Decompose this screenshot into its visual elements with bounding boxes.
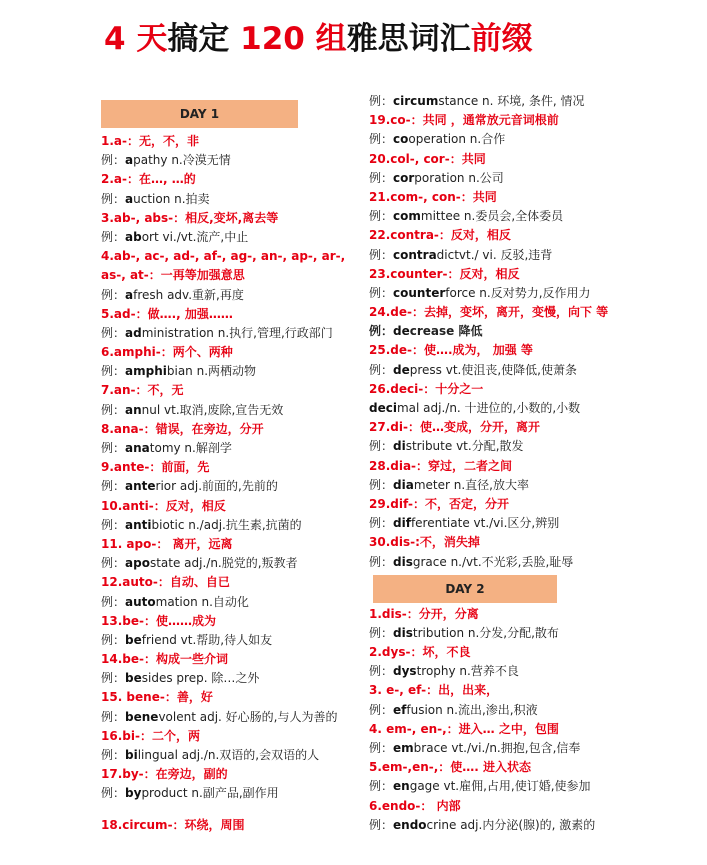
example-prefix-part: de <box>393 324 410 339</box>
prefix-heading: 27.di-：使…变成，分开，离开 <box>369 420 540 435</box>
prefix-heading: 5.em-,en-,：使…. 进入状态 <box>369 760 532 775</box>
example-word-rest: poration n.公司 <box>414 170 504 185</box>
prefix-heading: 19.co-：共同 ，通常放元音词根前 <box>369 113 559 128</box>
example-label: 例： <box>101 594 126 609</box>
example-line <box>369 476 631 495</box>
example-word-rest: pathy n.冷漠无情 <box>133 153 231 168</box>
example-word-rest: sides prep. 除…之外 <box>141 671 260 686</box>
title-part-120-groups: 120 组 <box>240 21 347 57</box>
example-prefix-part: a <box>125 153 134 168</box>
example-line <box>369 130 631 149</box>
example-line <box>369 169 631 188</box>
title-part-4-days: 4 天 <box>104 21 168 57</box>
example-prefix-part: a <box>125 191 134 206</box>
example-label: 例： <box>369 209 394 224</box>
example-word-rest: tribution n.分发,分配,散布 <box>412 625 559 640</box>
prefix-heading: 2.a-：在…, …的 <box>101 172 196 187</box>
example-prefix-part: dis <box>393 625 413 640</box>
example-line <box>101 324 363 343</box>
prefix-heading: 14.be-：构成一些介词 <box>101 652 228 667</box>
example-word-rest: operation n.合作 <box>408 132 506 147</box>
example-prefix-part: a <box>125 287 134 302</box>
example-line <box>369 284 631 303</box>
prefix-heading: 16.bi-：二个，两 <box>101 728 200 743</box>
prefix-heading: 18.circum-：环绕，周围 <box>101 817 245 832</box>
spacer <box>101 804 363 816</box>
example-word-rest: volent adj. 好心肠的,与人为善的 <box>158 709 338 724</box>
prefix-heading: 21.com-, con-：共同 <box>369 189 497 204</box>
prefix-heading: 22.contra-：反对，相反 <box>369 228 511 243</box>
example-prefix-part: ante <box>125 479 156 494</box>
example-label: 例： <box>369 94 394 108</box>
example-line <box>369 553 631 572</box>
example-word-rest: mal adj./n. 十进位的,小数的,小数 <box>396 401 581 415</box>
prefix-heading: 25.de-：使….成为， 加强 等 <box>369 343 533 358</box>
prefix-heading: 30.dis-:不，消失掉 <box>369 535 480 550</box>
prefix-heading: 12.auto-：自动、自已 <box>101 575 230 590</box>
example-word-rest: force n.反对势力,反作用力 <box>445 285 591 300</box>
example-line <box>369 361 631 380</box>
example-prefix-part: ad <box>125 325 142 340</box>
example-label: 例： <box>369 285 394 300</box>
example-label: 例： <box>369 779 394 794</box>
prefix-heading: 24.de-：去掉，变坏，离开，变慢，向下 等 <box>369 305 609 320</box>
example-prefix-part: en <box>393 779 410 794</box>
example-label: 例： <box>101 402 126 417</box>
example-prefix-part: dys <box>393 664 417 679</box>
example-label: 例： <box>101 709 126 724</box>
example-word-rest: mittee n.委员会,全体委员 <box>420 209 564 224</box>
example-line <box>369 624 631 643</box>
example-label: 例： <box>101 191 126 206</box>
example-word-rest: ort vi./vt.流产,中止 <box>141 229 249 244</box>
example-line <box>369 514 631 533</box>
prefix-heading: 17.by-：在旁边，副的 <box>101 767 228 782</box>
right-column <box>369 92 631 835</box>
day-1-entries-continued <box>369 92 631 572</box>
example-line <box>369 816 631 835</box>
day-1-banner: DAY 1 <box>101 100 298 128</box>
title-part-ielts-vocab: 雅思词汇 <box>346 21 471 57</box>
prefix-heading: 26.deci-：十分之一 <box>369 381 484 396</box>
example-prefix-part: ana <box>125 441 150 455</box>
example-word-rest: product n.副产品,副作用 <box>141 786 279 801</box>
prefix-heading: 6.endo-： 内部 <box>369 798 461 813</box>
prefix-heading: 1.dis-：分开，分离 <box>369 606 479 621</box>
example-word-rest: trophy n.营养不良 <box>416 664 519 679</box>
example-word-rest: uction n.拍卖 <box>133 191 210 206</box>
example-label: 例： <box>369 702 394 717</box>
page-title <box>104 16 533 62</box>
example-prefix-part: be <box>125 671 142 686</box>
example-label: 例： <box>101 364 126 379</box>
example-prefix-part: co <box>393 132 409 147</box>
example-prefix-part: bene <box>125 709 159 724</box>
example-line <box>101 593 363 612</box>
example-label: 例： <box>369 516 394 531</box>
example-label: 例： <box>369 477 394 492</box>
example-prefix-part: dia <box>393 477 414 492</box>
example-word-rest: gage vt.雇佣,占用,使订婚,使参加 <box>409 779 591 794</box>
example-label: 例： <box>369 625 394 640</box>
example-prefix-part: cor <box>393 170 415 185</box>
prefix-heading: 4. em-, en-,：进入… 之中，包围 <box>369 721 559 736</box>
example-prefix-part: bi <box>125 748 138 762</box>
example-line <box>101 784 363 803</box>
example-line <box>101 151 363 170</box>
example-word-rest: brace vt./vi./n.拥抱,包含,信奉 <box>413 741 581 755</box>
example-prefix-part: an <box>125 402 142 417</box>
prefix-heading: 11. apo-： 离开，远离 <box>101 536 233 551</box>
example-label: 例： <box>369 817 394 832</box>
prefix-heading: 29.dif-：不，否定，分开 <box>369 496 509 511</box>
example-label: 例： <box>369 324 394 339</box>
day-2-entries <box>369 605 631 835</box>
example-label: 例： <box>369 664 394 679</box>
example-line <box>369 777 631 796</box>
example-prefix-part: com <box>393 209 421 224</box>
example-word-rest: dictvt./ vi. 反驳,违背 <box>436 247 553 262</box>
example-prefix-part: contra <box>393 247 437 262</box>
prefix-heading: 20.col-, cor-：共同 <box>369 151 486 166</box>
example-prefix-part: circum <box>393 94 439 108</box>
example-prefix-part: endo <box>393 817 427 832</box>
example-label: 例： <box>369 132 394 147</box>
example-line <box>369 246 631 265</box>
day-2-banner: DAY 2 <box>373 575 557 603</box>
example-word-rest: nul vt.取消,废除,宣告无效 <box>141 402 284 417</box>
example-line <box>369 207 631 226</box>
example-word-rest: ministration n.执行,管理,行政部门 <box>141 325 333 340</box>
example-line <box>369 92 631 111</box>
example-label: 例： <box>369 439 394 454</box>
day-1-entries <box>101 132 363 835</box>
prefix-heading: 9.ante-：前面，先 <box>101 460 210 475</box>
example-word-rest: rior adj.前面的,先前的 <box>155 479 278 494</box>
example-prefix-part: amphi <box>125 364 167 379</box>
prefix-heading: 3.ab-, abs-：相反,变坏,离去等 <box>101 210 279 225</box>
example-prefix-part: em <box>393 741 414 755</box>
prefix-heading: 6.amphi-：两个、两种 <box>101 345 233 360</box>
example-line <box>369 662 631 681</box>
example-prefix-part: dif <box>393 516 411 531</box>
prefix-heading: 3. e-, ef-：出，出来， <box>369 683 499 698</box>
prefix-heading: 13.be-：使……成为 <box>101 613 216 628</box>
prefix-heading: 8.ana-：错误，在旁边，分开 <box>101 421 264 436</box>
example-word-rest: grace n./vt.不光彩,丢脸,耻辱 <box>412 554 574 569</box>
example-label: 例： <box>101 153 126 168</box>
example-line <box>101 190 363 209</box>
prefix-heading: 7.an-：不，无 <box>101 383 184 398</box>
example-label: 例： <box>101 748 126 762</box>
prefix-heading: as-, at-：一再等加强意思 <box>101 268 245 283</box>
example-line <box>101 228 363 247</box>
example-line <box>101 362 363 381</box>
example-word-rest: bian n.两栖动物 <box>166 364 257 379</box>
prefix-heading: 28.dia-：穿过，二者之间 <box>369 458 513 473</box>
example-word-rest: tomy n.解剖学 <box>149 441 232 455</box>
left-column <box>101 92 363 835</box>
example-prefix-part: by <box>125 786 142 801</box>
example-word-rest: fusion n.流出,渗出,积液 <box>406 702 538 717</box>
example-word-rest: ferentiate vt./vi.区分,辨别 <box>410 516 560 531</box>
example-word-rest: biotic n./adj.抗生素,抗菌的 <box>151 517 302 532</box>
example-label: 例： <box>101 556 126 571</box>
example-line <box>101 477 363 496</box>
prefix-heading: 1.a-：无，不，非 <box>101 134 199 148</box>
example-line <box>101 746 363 765</box>
example-label: 例： <box>101 517 126 532</box>
example-line <box>369 701 631 720</box>
example-label: 例： <box>101 671 126 686</box>
prefix-heading: 2.dys-：坏，不良 <box>369 645 471 660</box>
example-prefix-part: de <box>393 362 410 377</box>
title-part-prefix: 前缀 <box>470 21 533 57</box>
example-word-rest: crine adj.内分泌(腺)的, 激素的 <box>426 817 596 832</box>
example-word-rest: mation n.自动化 <box>155 594 249 609</box>
example-label: 例： <box>369 247 394 262</box>
example-line <box>369 322 631 341</box>
example-line <box>369 437 631 456</box>
example-prefix-part: dis <box>393 554 413 569</box>
example-line <box>101 631 363 650</box>
example-prefix-part: apo <box>125 556 150 571</box>
example-word-rest: meter n.直径,放大率 <box>413 477 529 492</box>
example-label: 例： <box>369 362 394 377</box>
example-label: 例： <box>369 741 394 755</box>
example-line <box>101 516 363 535</box>
prefix-heading: 15. bene-：善，好 <box>101 690 213 705</box>
example-label: 例： <box>369 554 394 569</box>
example-prefix-part: deci <box>369 401 397 415</box>
example-word-rest: stribute vt.分配,散发 <box>405 439 524 454</box>
prefix-heading: 4.ab-, ac-, ad-, af-, ag-, an-, ap-, ar-, <box>101 249 346 264</box>
example-line <box>101 669 363 688</box>
example-word-rest: friend vt.帮助,待人如友 <box>141 632 273 647</box>
example-label: 例： <box>101 229 126 244</box>
example-word-rest: press vt.使沮丧,使降低,使萧条 <box>409 362 577 377</box>
example-line <box>101 708 363 727</box>
example-prefix-part: di <box>393 439 406 454</box>
example-line <box>101 401 363 420</box>
example-prefix-part: counter <box>393 285 446 300</box>
example-word-rest: stance n. 环境, 条件, 情况 <box>438 94 585 108</box>
example-label: 例： <box>101 786 126 801</box>
example-line <box>369 399 631 418</box>
title-part-master: 搞定 <box>167 21 241 57</box>
example-line <box>369 739 631 758</box>
example-label: 例： <box>369 170 394 185</box>
example-word-rest: state adj./n.脱党的,叛教者 <box>149 556 298 571</box>
prefix-heading: 10.anti-：反对，相反 <box>101 498 226 513</box>
example-label: 例： <box>101 287 126 302</box>
example-line <box>101 554 363 573</box>
example-word-rest: lingual adj./n.双语的,会双语的人 <box>137 748 320 762</box>
example-line <box>101 439 363 458</box>
example-label: 例： <box>101 632 126 647</box>
prefix-heading: 23.counter-：反对，相反 <box>369 266 520 281</box>
example-prefix-part: auto <box>125 594 156 609</box>
example-prefix-part: be <box>125 632 142 647</box>
example-label: 例： <box>101 441 126 455</box>
example-line <box>101 286 363 305</box>
example-word-rest: crease 降低 <box>409 324 483 339</box>
example-prefix-part: ef <box>393 702 407 717</box>
example-prefix-part: ab <box>125 229 142 244</box>
prefix-heading: 5.ad-：做…., 加强…… <box>101 306 233 321</box>
example-prefix-part: anti <box>125 517 152 532</box>
example-label: 例： <box>101 325 126 340</box>
example-word-rest: fresh adv.重新,再度 <box>133 287 244 302</box>
example-label: 例： <box>101 479 126 494</box>
